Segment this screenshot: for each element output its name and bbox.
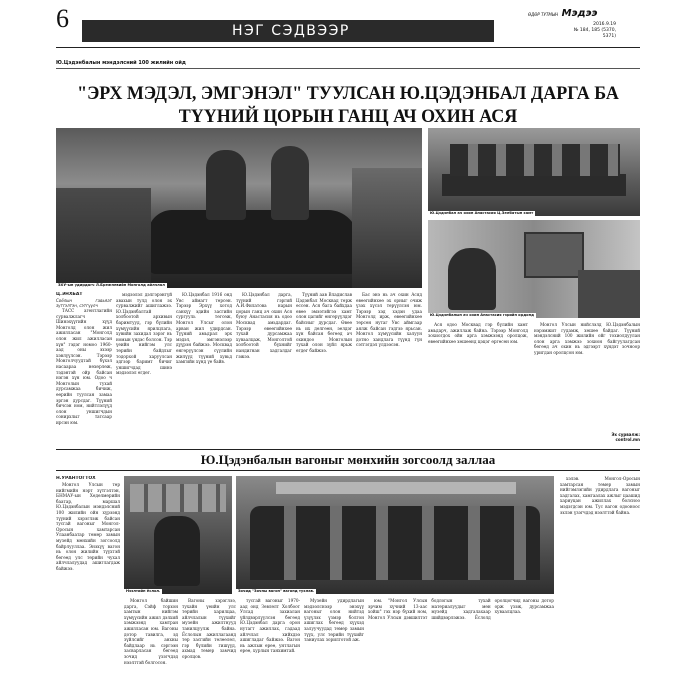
article1-credit — [560, 432, 640, 442]
photo-window — [130, 484, 226, 512]
article2-title-rule — [56, 470, 640, 471]
page-number: 6 — [56, 4, 69, 33]
series-tag: Ю.Цэдэнбалын мэндэлсний 100 жилийн ойд — [56, 60, 186, 66]
photo-podium — [154, 516, 200, 586]
masthead-logo — [528, 8, 597, 19]
photo-caption: Нээлтийн ёслол. — [126, 589, 161, 593]
photo-figure-left — [206, 150, 246, 220]
header-rule — [56, 47, 640, 48]
photo-crowd-right — [352, 168, 422, 288]
photo-guests-row — [250, 506, 540, 580]
article1-column-3 — [176, 292, 232, 446]
paragraph: Монгол Улсын төр нийгмийн нэрт зүтгэлтэн, БНМАУ-ын Хөдөлмөрийн баатар, маршал Ю.Цэдэнбалын мэндэлсний 100 жилийн ойн хүрээнд түүний хэрэглэж байсан тусгай вагоныг Монгол-Оросын хамтарсан Улаанбаатар төмөр замын музейд мөнхийн зогсоолд байрлууллаа. Энэхүү вагон нь олон жилийн түүхтэй бөгөөд улс төрийн чухал айлчлалуудад ашиглагдаж байжээ. — [56, 482, 120, 571]
masthead-name: Мэдээ — [561, 8, 598, 19]
paragraph: Ася одоо Москвад гэр бүлийн хамт амьдарч, ажиллаж байна. Тэрээр Монголд зохиогдох ойн арга хэмжээнд оролцож, өвөөгийнхөө хөшөөнд цэцэг өргөсөн юм. — [428, 322, 528, 344]
paragraph: хэлэв. Монгол-Оросын хамтарсан төмөр замын нийгэмлэгийн удирдлага вагоныг хадгалах, хамгаалах ажлыг цаашид хариуцан ажиллах болсноо мэдэгдсэн юм. Тус вагон одооноос эхлэн үзэгчдэд нээлттэй байна. — [560, 476, 640, 515]
credit-label: Эх сурвалж: — [611, 432, 640, 437]
paragraph: юм. "Монгол Улсын эрчим хүчний 13-аас хойш" гэх нэр бүхий ном, Монгол Улсын дэвшилтэт бодлогын тухай материалуудыг мөн музейд хадгалахаар шийдвэрлэжээ. Ёслолд оролцогчид вагоны дотор орж үзэж, дурсамжаа хуваалцлаа. — [368, 598, 554, 620]
article1-column-5 — [296, 292, 352, 446]
dateline — [560, 22, 616, 40]
article2-column-2 — [124, 598, 178, 690]
series-rule — [56, 68, 640, 69]
paragraph: тусгай вагоныг 1970-аад онд Зөвлөлт Холбоот Улсад захиалан үйлдвэрлүүлсэн бөгөөд Ю.Цэдэнбал дарга орон нутагт ажиллах, гадаад айлчлал хийхдээ ашигладаг байжээ. Вагон нь ажлын өрөө, унтлагын өрөө, хурлын танхимтай. — [240, 598, 300, 654]
byline-name: Ц.ЭНХБАТ — [56, 292, 83, 297]
photo-crowd-left — [56, 188, 151, 288]
issue-number: № 184, 185 (5370, 5371) — [573, 28, 616, 39]
article1-column-6 — [356, 292, 422, 446]
issue-date: 2016.9.19 — [593, 22, 616, 27]
photo-caption: Зочид "Зочны вагон" вагонд тухлав. — [238, 589, 315, 593]
photo-ceiling-light — [276, 482, 516, 494]
masthead-prefix: ӨДӨР ТУТМЫН — [528, 12, 559, 17]
paragraph: Бас энэ нь ач охин Асяд өвөөгийнхөө эх орныг очиж үзэх хүсэл төрүүлсэн юм. Тэрээр хэд хэдэн удаа Монголд ирж, өвөөгийнхөө төрсөн нутаг Увс аймгаар аялж байсан гэдгээ ярьсан. Монгол хүмүүсийн халуун дотно хандлага түүнд гүн сэтгэгдэл үлдээсэн. — [356, 292, 422, 348]
headline-line-2: ТҮҮНИЙ ЦОРЫН ГАНЦ АЧ ОХИН АСЯ — [178, 105, 518, 127]
photo-car-shape — [148, 210, 358, 274]
photo-guests-in-wagon — [236, 476, 554, 594]
paragraph: Ю.Цэдэнбал дарга, түүний гэргий А.И.Филатова нарын цорын ганц ач охин Ася буюу Анастасия нь одоо Москвад амьдардаг. Тэрээр өвөөгийнхөө тухай дурсамжаа хуваалцаж, Монголтой холбоотой бүхнийг нандигнан хадгалдаг гэжээ. — [236, 292, 292, 359]
article1-column-8 — [534, 322, 640, 432]
article2-column-6 — [368, 598, 554, 690]
byline-role: Соёлын гавьяат зүтгэлтэн, сэтгүүлч — [56, 298, 112, 308]
article1-column-4 — [236, 292, 292, 446]
paragraph: Вагоны хэрэглээ, тухайн үеийн улс төрийн харилцаа, айлчлалын түүхийг музейн ажилтнууд танилцуулж байна. Ёслолын ажиллагаанд төр засгийн төлөөлөл, гэр бүлийн гишүүд, ахмад төмөр замчид оролцов. — [182, 598, 236, 659]
article2-headline: Ю.Цэдэнбалын вагоныг мөнхийн зогсоолд заллаа — [200, 452, 496, 467]
article2-column-4 — [240, 598, 300, 690]
section-rubric: НЭГ СЭДВЭЭР — [82, 20, 494, 42]
photo-brezhnev-visit — [56, 128, 422, 288]
photo-furniture — [578, 270, 640, 318]
paragraph: Монгол Улсын нийслэлд Ю.Цэдэнбалын нэрэмжит гудамж, хөшөө байдаг. Түүний мэндэлсний 100 жилийн ойг тохиолдуулан олон арга хэмжээ зохион байгуулагдсан бөгөөд ач охин нь эдгээрт хүндэт зочноор уригдан оролцсон юм. — [534, 322, 640, 355]
photo-caption: Ю.Цэдэнбалын ач охин Анастасия гэрийн ордонд — [430, 313, 534, 317]
credit-source: control.mn — [615, 437, 640, 442]
headline-line-1: "ЭРХ МЭДЭЛ, ЭМГЭНЭЛ" ТУУЛСАН Ю.ЦЭДЭНБАЛ ДАРГА БА — [77, 81, 619, 103]
photo-wall-painting — [524, 232, 584, 278]
paragraph: мэдээлэл дэлгэрэнгүй авахын тулд олон эх сурвалжийг ашиглажээ. Ю.Цэдэнбалтай холбоотой архивын баримтууд, гэр бүлийн хүмүүсийн ярилцлага, хувийн захидал зэрэг нь номын үндэс болсон. Тэр үеийн нийгэм улс төрийн байдлыг тодорхой харуулсан эдгээр баримт бичиг уншигчдад шинэ мэдээлэл өгдөг. — [116, 292, 172, 376]
paragraph: Ю.Цэдэнбал 1916 онд Увс аймагт төрсөн. Тэрээр Эрхүү хотод санхүү эдийн засгийн сургууль төгсөж, Монгол Улсыг олон арван жил удирдсан. Түүний амьдрал эрх мэдэл, эмгэнэлээр дүүрэн байжээ. Москвад өнгөрүүлсэн сүүлийн жилүүд түүний хувьд хамгийн хүнд үе байв. — [176, 292, 232, 365]
article1-column-7 — [428, 322, 528, 446]
paragraph: Музейн удирдлагын мэдээлснээр энэхүү вагоныг олон нийтэд үзүүлэх үзмэр болгон ашиглах бөгөөд хүүхэд залуучуудад төмөр замын түүх, улс төрийн түүхийг таниулах зорилготой аж. — [304, 598, 364, 643]
article2-column-1 — [56, 476, 120, 690]
photo-figure-right — [271, 146, 309, 220]
article1-column-1 — [56, 292, 112, 446]
photo-table-shape — [442, 174, 626, 196]
section-divider — [56, 449, 640, 450]
paragraph: ТАСС агентлагийн сурвалжлагч Шинэхүүгийн хүүд Монголд олон жил ажилласан "Монголд олон жил ажилласан хүн" гэдэг номоо 1960-аад оны эхээр хэвлүүлсэн. Тэрээр Монголчуудтай бүхэл насаараа нөхөрлөж, тэдэнтэй ойр байсан нэгэн хүн юм. Одоо ч Монголын тухай дурсамжаа бичиж, өөрийн туулсан замаа эргэн дурсдаг. Түүний бичсэн ном, нийтлэлүүд олон уншигчдын сонирхлыг татсаар ирсэн юм. — [56, 308, 112, 425]
byline-name: Н.УРАНТОГТОХ — [56, 476, 96, 481]
article2-column-3 — [182, 598, 236, 690]
photo-tsedenbal-granddaughter — [428, 128, 640, 216]
paragraph: Түүний аав Владислав Цэдэнбал Москвад төрж өссөн. Ася бага байхдаа өвөө эмээтэйгээ хамт олон цагийг өнгөрүүлдэг байсныг дурсдаг. Өвөө нь их дөлгөөн, эелдэг хүн байсан бөгөөд ач охиндоо Монголын тухай олон зүйл ярьж өгдөг байжээ. — [296, 292, 352, 353]
article2-column-5 — [304, 598, 364, 690]
article1-column-2 — [116, 292, 172, 446]
paragraph: Монгол байшин дарга, Сэйф торхон хамтын нийгэм хүмүүсийн ажил дэлхий хэмжээнд хамтран ажилласан юм. Вагоны дотор тавилга, эд зүйлсийг анхны байдлаар нь сэргээн засварласан бөгөөд зочид үзэгчдэд нээлттэй болгосон. — [124, 598, 178, 665]
photo-anastasia-home — [428, 220, 640, 318]
photo-caption: ЗХУ-ын удирдагч Л.Брежневийн Монголд айлчлал — [58, 283, 165, 287]
article-headline — [56, 81, 640, 127]
photo-people-row — [450, 144, 620, 176]
article2-column-right — [560, 476, 640, 690]
photo-portrait-figure — [448, 248, 496, 310]
photo-caption: Ю.Цэдэнбал ач охин Анастасия Ц.Зелбатын хамт — [430, 211, 534, 215]
photo-opening-ceremony — [124, 476, 232, 594]
